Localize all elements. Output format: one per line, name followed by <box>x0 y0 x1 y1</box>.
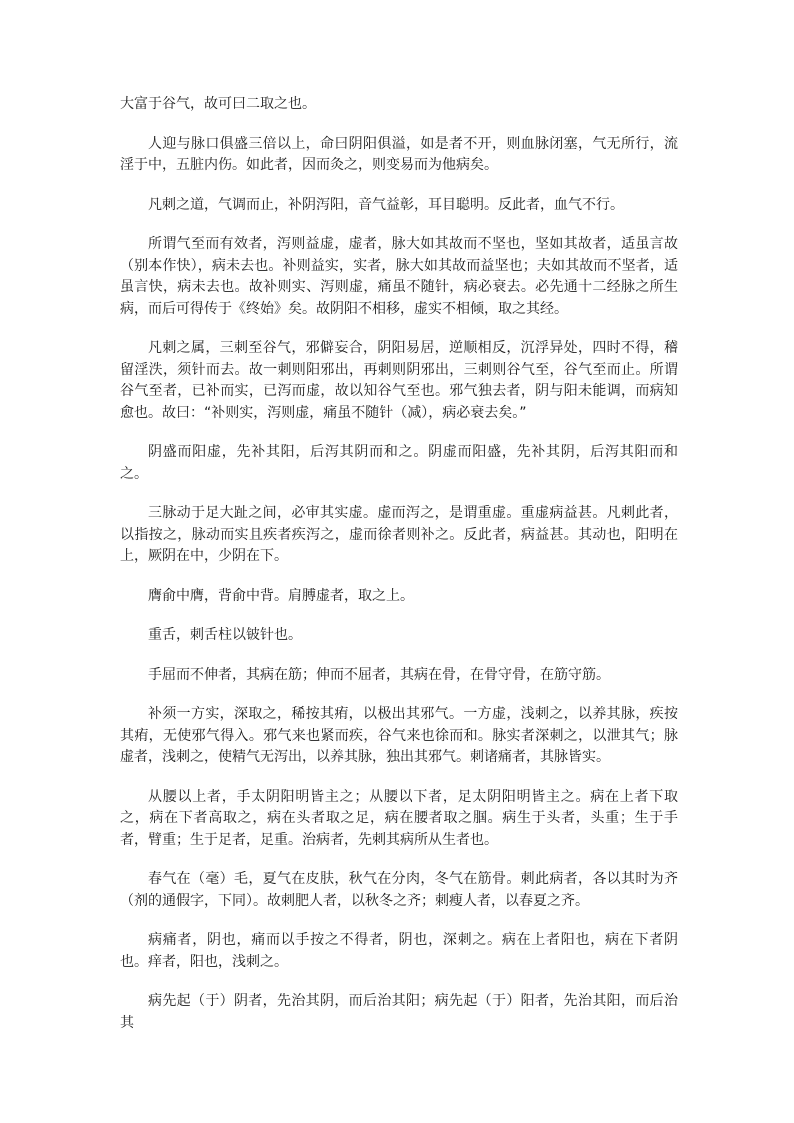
paragraph: 重舌，刺舌柱以铍针也。 <box>148 627 302 643</box>
paragraph: 从腰以上者，手太阴阳明皆主之；从腰以下者，足太阴阳明皆主之。病在上者下取之，病在下者高取之，病在头者取之足，病在腰者取之腘。病生于头者，头重；生于手者，臂重；生于足者，足重。治病者，先刺其病所从生者也。 <box>120 788 678 848</box>
paragraph: 人迎与脉口俱盛三倍以上，命曰阴阳俱溢，如是者不开，则血脉闭塞，气无所行，流淫于中，五脏内伤。如此者，因而灸之，则变易而为他病矣。 <box>120 135 678 173</box>
paragraph: 补须一方实，深取之，稀按其痏，以极出其邪气。一方虚，浅刺之，以养其脉，疾按其痏，无使邪气得入。邪气来也紧而疾，谷气来也徐而和。脉实者深刺之，以泄其气；脉虚者，浅刺之，使精气无泻出，以养其脉，独出其邪气。刺诸痛者，其脉皆实。 <box>120 706 678 765</box>
paragraph: 所谓气至而有效者，泻则益虚，虚者，脉大如其故而不坚也，坚如其故者，适虽言故（别本作快），病未去也。补则益实，实者，脉大如其故而益坚也；夫如其故而不坚者，适虽言快，病未去也。故补则实、泻则虚，痛虽不随针，病必衰去。必先通十二经脉之所生病，而后可得传于《终始》矣。故阴阳不相移，虚实不相倾，取之其经。 <box>120 236 678 317</box>
paragraph: 春气在（毫）毛，夏气在皮肤，秋气在分肉，冬气在筋骨。刺此病者，各以其时为齐（剂的通假字，下同）。故刺肥人者，以秋冬之齐；刺瘦人者，以春夏之齐。 <box>120 871 678 909</box>
paragraph: 阴盛而阳虚，先补其阳，后泻其阴而和之。阴虚而阳盛，先补其阴，后泻其阳而和之。 <box>120 444 678 482</box>
document-body <box>120 94 678 1052</box>
paragraph: 三脉动于足大趾之间，必审其实虚。虚而泻之，是谓重虚。重虚病益甚。凡刺此者，以指按之，脉动而实且疾者疾泻之，虚而徐者则补之。反此者，病益甚。其动也，阳明在上，厥阴在中，少阴在下。 <box>120 505 678 564</box>
paragraph: 膺俞中膺，背俞中背。肩膊虚者，取之上。 <box>148 587 414 604</box>
paragraph: 凡刺之道，气调而止，补阴泻阳，音气益彰，耳目聪明。反此者，血气不行。 <box>148 196 624 213</box>
paragraph: 凡刺之属，三刺至谷气，邪僻妄合，阴阳易居，逆顺相反，沉浮异处，四时不得，稽留淫泆，须针而去。故一刺则阳邪出，再刺则阴邪出，三刺则谷气至，谷气至而止。所谓谷气至者，已补而实，已泻而虚，故以知谷气至也。邪气独去者，阴与阳未能调，而病知愈也。故曰：“补则实，泻则虚，痛虽不随针（减），病必衰去矣。” <box>120 340 678 421</box>
paragraph: 大富于谷气，故可曰二取之也。 <box>120 96 316 112</box>
paragraph: 病痛者，阴也，痛而以手按之不得者，阴也，深刺之。病在上者阳也，病在下者阴也。痒者，阳也，浅刺之。 <box>120 932 678 970</box>
paragraph: 病先起（于）阴者，先治其阴，而后治其阳；病先起（于）阳者，先治其阳，而后治其 <box>120 993 678 1031</box>
paragraph: 手屈而不伸者，其病在筋；伸而不屈者，其病在骨，在骨守骨，在筋守筋。 <box>148 666 610 683</box>
